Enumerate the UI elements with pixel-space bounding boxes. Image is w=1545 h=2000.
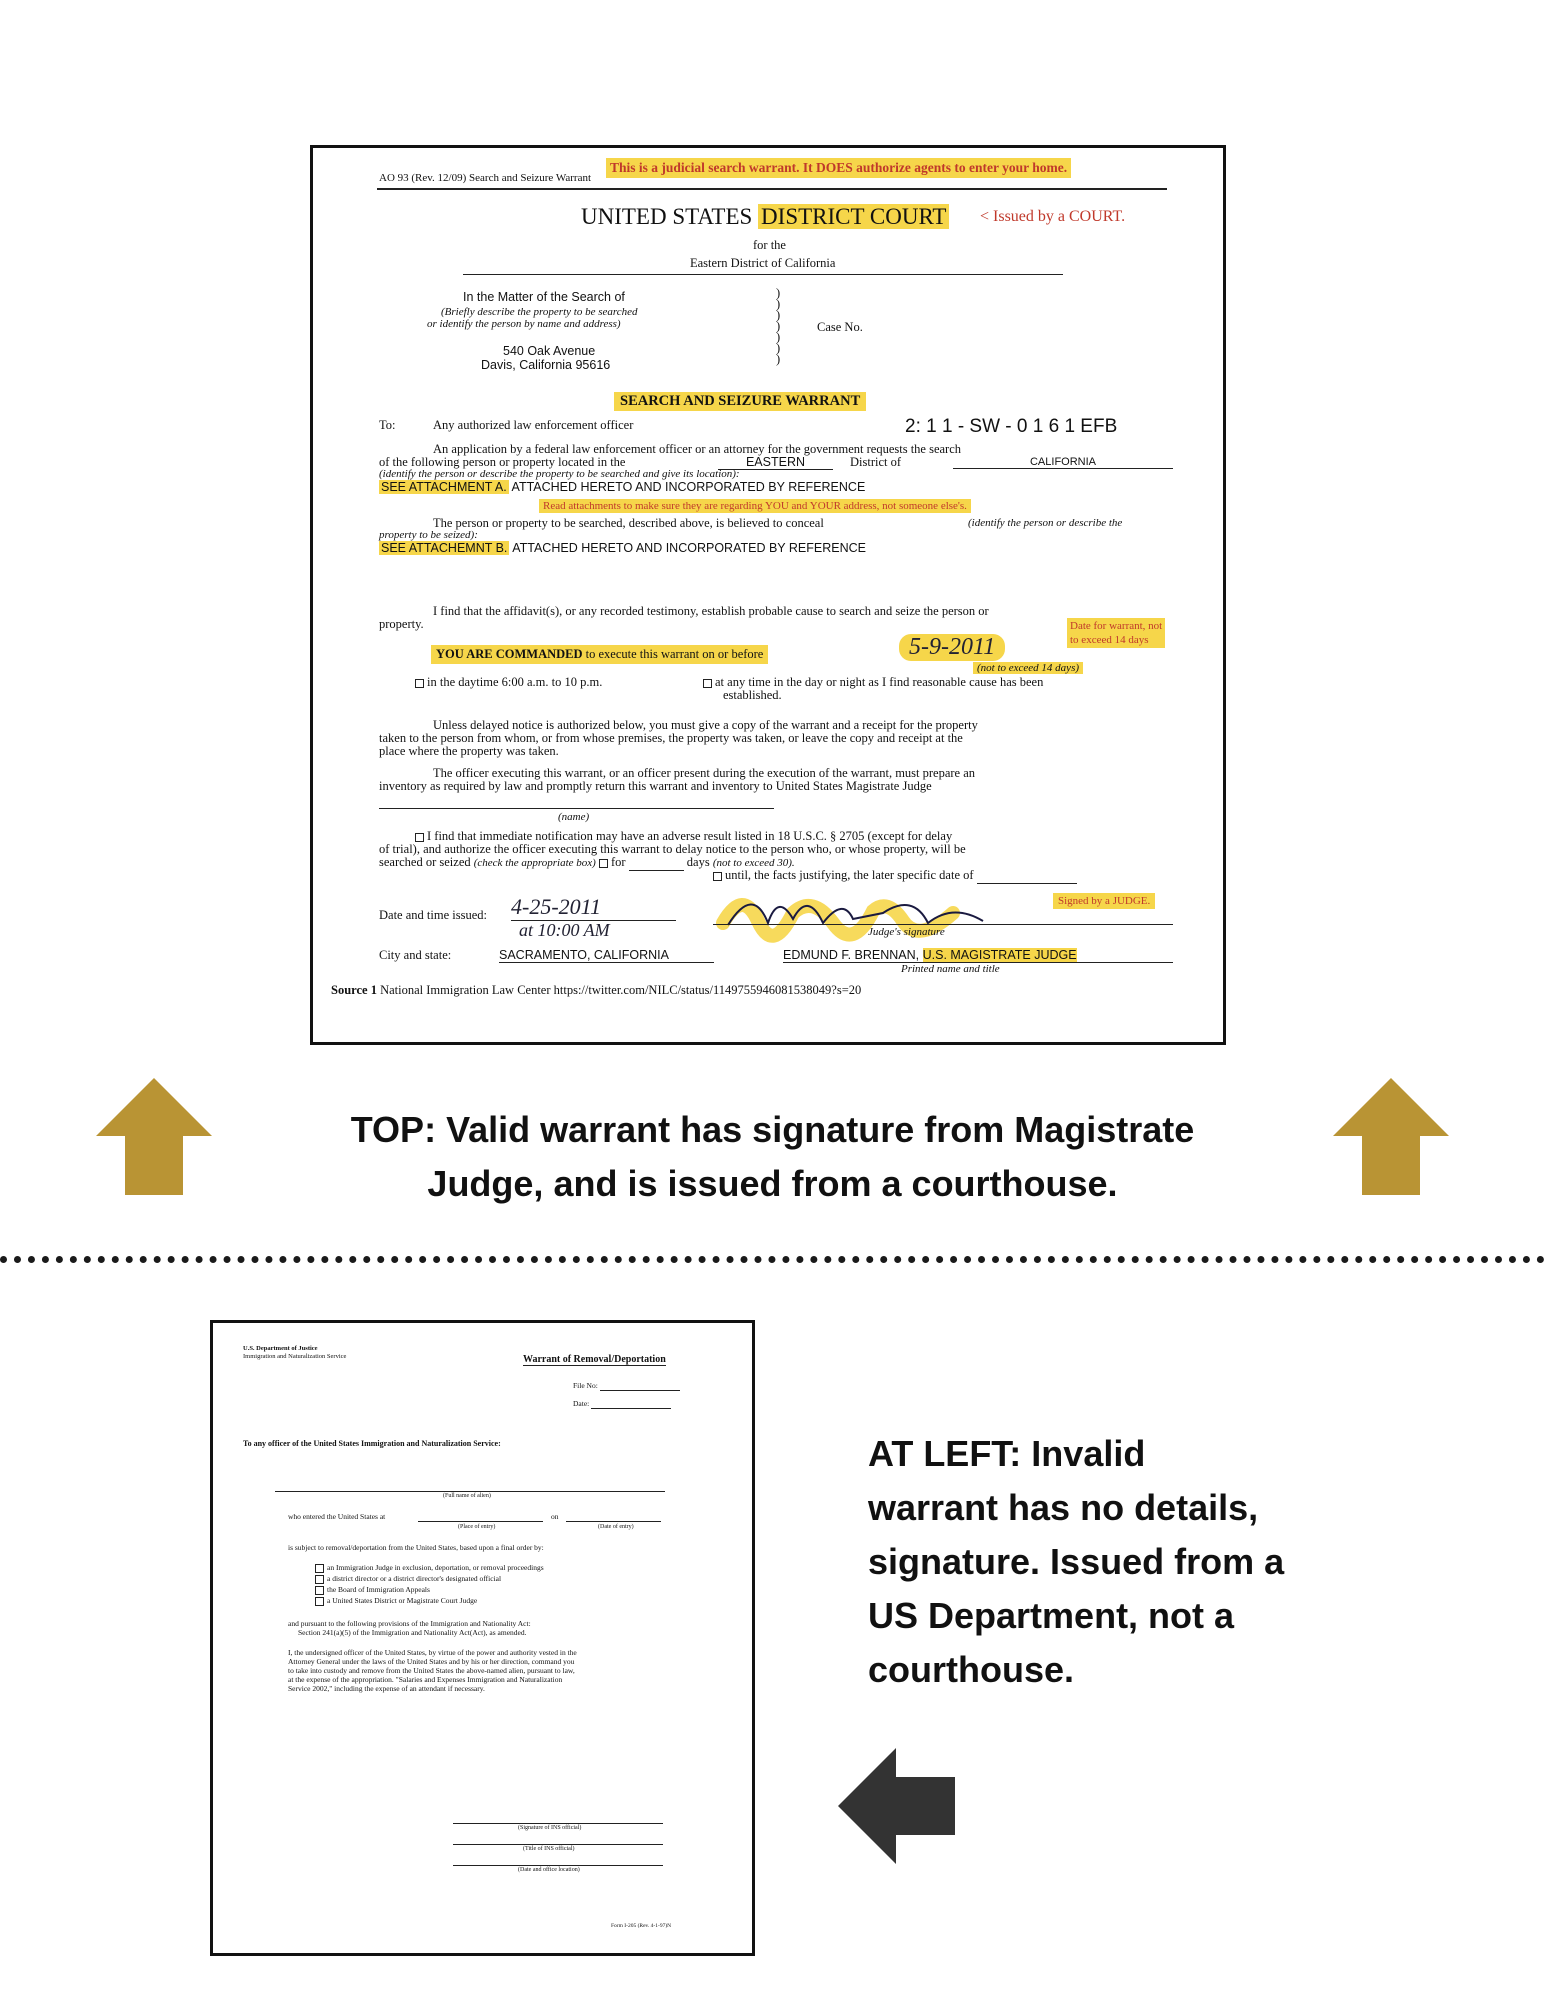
up-arrow-left-icon	[96, 1078, 212, 1195]
matter-desc-1: (Briefly describe the property to be searched	[441, 306, 638, 318]
notify-line-2: of trial), and authorize the officer executing this warrant to delay notice to the person who, or whose property, will be	[379, 842, 966, 856]
bottom-caption-line-5: courthouse.	[868, 1649, 1075, 1690]
district-eastern: EASTERN	[718, 455, 833, 470]
affidavit-line-1: I find that the affidavit(s), or any recorded testimony, establish probable cause to search and seize the person or	[433, 604, 989, 618]
matter-label: In the Matter of the Search of	[463, 290, 625, 304]
bottom-caption-line-3: signature. Issued from a	[868, 1541, 1285, 1582]
valid-warrant-document	[310, 145, 1226, 1045]
seized-note: property to be seized):	[379, 529, 478, 541]
issued-date: 4-25-2011	[511, 894, 676, 921]
execution-date: 5-9-2011	[899, 634, 1005, 661]
court-name: UNITED STATES DISTRICT COURT	[581, 204, 949, 230]
unless-line-1: Unless delayed notice is authorized below, you must give a copy of the warrant and a receipt for the property	[433, 718, 978, 732]
person-line: The person or property to be searched, described above, is believed to conceal	[433, 516, 824, 530]
to-label: To:	[379, 418, 396, 432]
person-note: (identify the person or describe the	[968, 517, 1123, 529]
bottom-caption-line-2: warrant has no details,	[868, 1487, 1259, 1528]
address-2: Davis, California 95616	[481, 358, 611, 372]
officer-line-1: The officer executing this warrant, or an officer present during the execution of the warrant, must prepare an	[433, 766, 976, 780]
anytime-checkbox[interactable]	[703, 679, 712, 688]
top-caption-line-1: TOP: Valid warrant has signature from Magistrate	[350, 1109, 1195, 1150]
option-3-checkbox[interactable]	[315, 1586, 324, 1595]
unless-line-3: place where the property was taken.	[379, 744, 559, 758]
until-checkbox[interactable]	[713, 872, 722, 881]
place-entry-label: (Place of entry)	[458, 1524, 496, 1530]
date-note: Date for warrant, not to exceed 14 days	[1067, 618, 1165, 648]
attachment-b-line: SEE ATTACHEMNT B. ATTACHED HERETO AND INCORPORATED BY REFERENCE	[381, 541, 866, 555]
anytime-line-2: established.	[723, 688, 782, 702]
for-the: for the	[753, 238, 786, 252]
option-2-checkbox[interactable]	[315, 1575, 324, 1584]
bottom-caption-line-4: US Department, not a	[868, 1595, 1235, 1636]
option-4: a United States District or Magistrate Court Judge	[315, 1596, 477, 1606]
for-days-checkbox[interactable]	[599, 859, 608, 868]
district: Eastern District of California	[690, 256, 836, 270]
notify-line-1: I find that immediate notification may have an adverse result listed in 18 U.S.C. § 2705 (except for delay	[415, 829, 952, 844]
bottom-doc-title: Warrant of Removal/Deportation	[523, 1354, 666, 1365]
sig-label-3: (Date and office location)	[518, 1867, 580, 1873]
date-entry-label: (Date of entry)	[598, 1524, 634, 1530]
option-1: an Immigration Judge in exclusion, deportation, or removal proceedings	[315, 1563, 544, 1573]
daytime-checkbox[interactable]	[415, 679, 424, 688]
case-number: 2: 1 1 - SW - 0 1 6 1 EFB	[905, 416, 1118, 437]
to-text: Any authorized law enforcement officer	[433, 418, 634, 432]
affidavit-line-2: property.	[379, 617, 424, 631]
up-arrow-right-icon	[1333, 1078, 1449, 1195]
bottom-caption	[868, 1427, 1518, 1697]
form-code: AO 93 (Rev. 12/09) Search and Seizure Warrant	[379, 172, 592, 184]
anytime-option: at any time in the day or night as I find reasonable cause has been	[703, 675, 1043, 690]
bottom-caption-line-1: AT LEFT: Invalid	[868, 1433, 1146, 1474]
until-line: until, the facts justifying, the later specific date of	[713, 868, 1077, 884]
file-no: File No:	[573, 1381, 680, 1391]
sig-label-2: (Title of INS official)	[523, 1846, 575, 1852]
top-caption	[240, 1103, 1305, 1211]
identify-note: (identify the person or describe the property to be searched and give its location):	[379, 468, 740, 480]
attachment-a-line: SEE ATTACHMENT A. ATTACHED HERETO AND INCORPORATED BY REFERENCE	[381, 480, 866, 494]
address-1: 540 Oak Avenue	[503, 344, 596, 358]
city-state: SACRAMENTO, CALIFORNIA	[499, 948, 714, 963]
invalid-warrant-document	[210, 1320, 755, 1956]
body-line-3: to take into custody and remove from the United States the above-named alien, pursuant to law,	[288, 1666, 575, 1675]
warrant-title: SEARCH AND SEIZURE WARRANT	[614, 392, 866, 411]
date-issued-label: Date and time issued:	[379, 908, 487, 922]
subject-line: is subject to removal/deportation from the United States, based upon a final order by:	[288, 1543, 544, 1552]
full-name-label: (Full name of alien)	[443, 1493, 491, 1499]
city-label: City and state:	[379, 948, 452, 962]
body-line-1: I, the undersigned officer of the United States, by virtue of the power and authority vested in the	[288, 1648, 577, 1657]
signed-note: Signed by a JUDGE.	[1053, 893, 1155, 909]
pursuant-line-2: Section 241(a)(5) of the Immigration and Nationality Act(Act), as amended.	[298, 1628, 527, 1637]
option-1-checkbox[interactable]	[315, 1564, 324, 1573]
not-exceed-14: (not to exceed 14 days)	[973, 662, 1083, 674]
case-no-label: Case No.	[817, 320, 863, 334]
issued-time: at 10:00 AM	[519, 920, 610, 940]
unless-line-2: taken to the person from whom, or from whose premises, the property was taken, or leave the copy and receipt at the	[379, 731, 963, 745]
option-4-checkbox[interactable]	[315, 1597, 324, 1606]
date-field: Date:	[573, 1399, 671, 1409]
dotted-divider	[0, 1256, 1545, 1263]
body-line-5: Service 2002," including the expense of an attendant if necessary.	[288, 1684, 485, 1693]
form-number: Form I-205 (Rev. 4-1-97)N	[611, 1923, 672, 1929]
option-2: a district director or a district director's designated official	[315, 1574, 501, 1584]
agency-line-2: Immigration and Naturalization Service	[243, 1353, 347, 1360]
officer-line-2: inventory as required by law and promptly return this warrant and inventory to United States Magistrate Judge	[379, 779, 932, 793]
left-arrow-icon	[838, 1748, 955, 1864]
pursuant-line-1: and pursuant to the following provisions of the Immigration and Nationality Act:	[288, 1619, 531, 1628]
printed-name-label: Printed name and title	[901, 963, 1000, 975]
daytime-option: in the daytime 6:00 a.m. to 10 p.m.	[415, 675, 602, 690]
to-officer: To any officer of the United States Immigration and Naturalization Service:	[243, 1439, 501, 1448]
notify-line-3: searched or seized (check the appropriate box) for days (not to exceed 30).	[379, 855, 795, 869]
application-line-1: An application by a federal law enforcement officer or an attorney for the government requests the search	[433, 442, 962, 456]
body-line-2: Attorney General under the laws of the United States and by his or her direction, command you	[288, 1657, 575, 1666]
source-line: Source 1 National Immigration Law Center https://twitter.com/NILC/status/1149755946081538049?s=20	[331, 983, 862, 997]
judge-name-line: EDMUND F. BRENNAN, U.S. MAGISTRATE JUDGE	[783, 948, 1173, 963]
top-caption-line-2: Judge, and is issued from a courthouse.	[427, 1163, 1118, 1204]
commanded-line: YOU ARE COMMANDED to execute this warrant on or before	[431, 645, 768, 664]
district-california: CALIFORNIA	[953, 456, 1173, 469]
banner-note: This is a judicial search warrant. It DOES authorize agents to enter your home.	[606, 158, 1071, 178]
sig-label-1: (Signature of INS official)	[518, 1825, 582, 1831]
district-of: District of	[850, 455, 902, 469]
bracket-column: ) ) ) ) ) ) )	[776, 286, 781, 366]
judge-signature-label: Judge's signature	[868, 926, 945, 938]
entered-line: who entered the United States at	[288, 1512, 386, 1521]
agency-line-1: U.S. Department of Justice	[243, 1345, 318, 1352]
notify-checkbox[interactable]	[415, 833, 424, 842]
on-label: on	[551, 1512, 559, 1521]
option-3: the Board of Immigration Appeals	[315, 1585, 430, 1595]
court-note: < Issued by a COURT.	[980, 208, 1126, 225]
body-line-4: at the expense of the appropriation. "Salaries and Expenses Immigration and Naturalization	[288, 1675, 563, 1684]
application-line-2: of the following person or property located in the	[379, 455, 626, 469]
name-label: (name)	[558, 811, 590, 823]
matter-desc-2: or identify the person by name and address)	[427, 318, 621, 330]
read-attachments-note: Read attachments to make sure they are regarding YOU and YOUR address, not someone else's.	[539, 499, 971, 513]
